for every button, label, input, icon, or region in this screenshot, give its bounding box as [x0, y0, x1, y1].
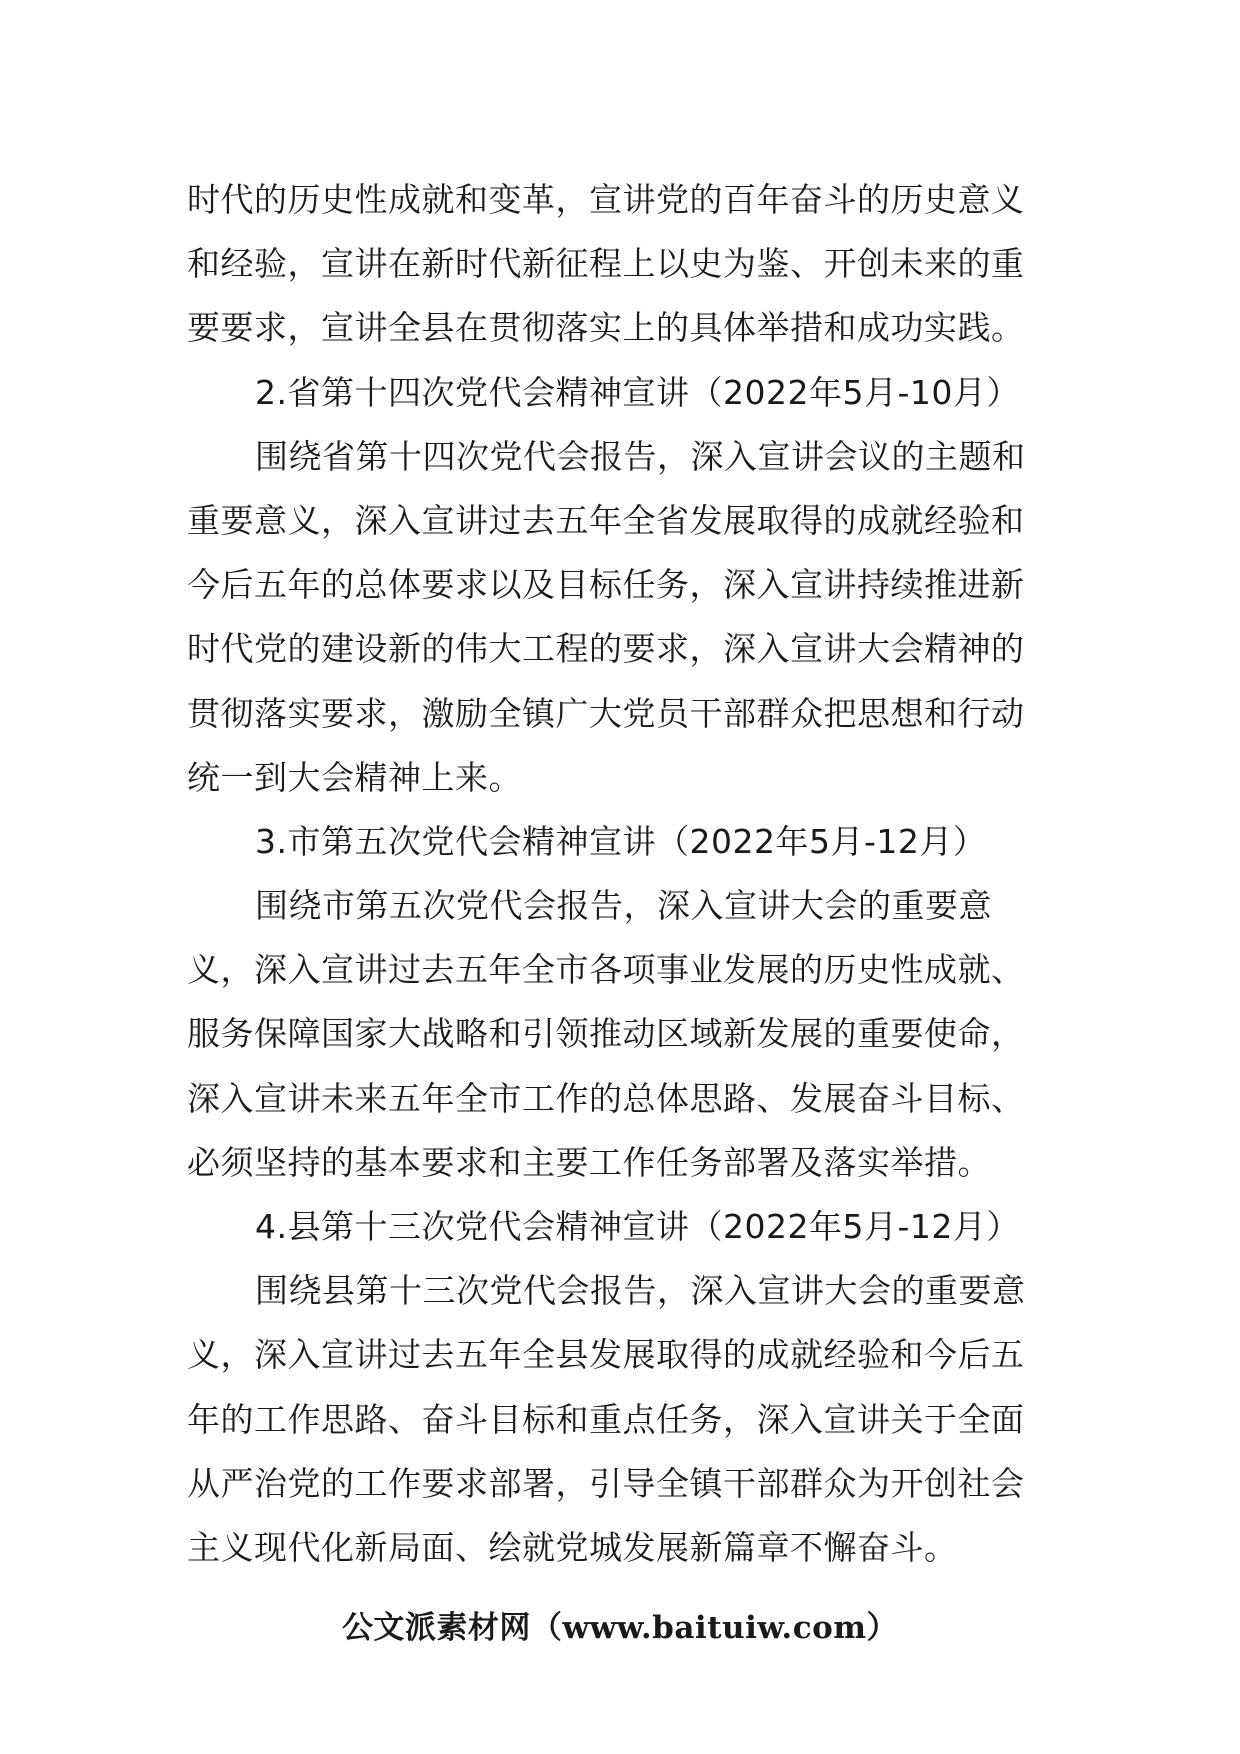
text-line: 义，深入宣讲过去五年全县发展取得的成就经验和今后五 [187, 1335, 1025, 1375]
text-line: 必须坚持的基本要求和主要工作任务部署及落实举措。 [187, 1142, 991, 1182]
document-body [187, 168, 1053, 1580]
text-line: 要要求，宣讲全县在贯彻落实上的具体举措和成功实践。 [187, 308, 1025, 348]
text-line: 时代党的建设新的伟大工程的要求，深入宣讲大会精神的 [187, 629, 1025, 669]
text-line: 义，深入宣讲过去五年全市各项事业发展的历史性成就、 [187, 950, 1025, 990]
paragraph-start-line: 围绕省第十四次党代会报告，深入宣讲会议的主题和 [255, 436, 1026, 476]
text-line: 贯彻落实要求，激励全镇广大党员干部群众把思想和行动 [187, 693, 1025, 733]
text-line: 统一到大会精神上来。 [187, 757, 522, 797]
paragraph-start-line: 围绕县第十三次党代会报告，深入宣讲大会的重要意 [255, 1271, 1026, 1311]
footer-watermark: 公文派素材网（www.baituiw.com） [341, 1610, 899, 1646]
paragraph-start-line: 4.县第十三次党代会精神宣讲（2022年5月-12月） [255, 1207, 1020, 1246]
paragraph-start-line: 2.省第十四次党代会精神宣讲（2022年5月-10月） [255, 372, 1020, 412]
text-line: 服务保障国家大战略和引领推动区域新发展的重要使命， [187, 1014, 1025, 1054]
paragraph-start-line: 3.市第五次党代会精神宣讲（2022年5月-12月） [255, 821, 987, 861]
text-line: 深入宣讲未来五年全市工作的总体思路、发展奋斗目标、 [187, 1078, 1025, 1118]
text-line: 和经验，宣讲在新时代新征程上以史为鉴、开创未来的重 [187, 244, 1025, 284]
text-line: 从严治党的工作要求部署，引导全镇干部群众为开创社会 [187, 1463, 1025, 1503]
paragraph-start-line: 围绕市第五次党代会报告，深入宣讲大会的重要意 [255, 886, 992, 926]
text-line: 重要意义，深入宣讲过去五年全省发展取得的成就经验和 [187, 500, 1025, 540]
text-line: 年的工作思路、奋斗目标和重点任务，深入宣讲关于全面 [187, 1399, 1025, 1439]
text-line: 今后五年的总体要求以及目标任务，深入宣讲持续推进新 [187, 565, 1025, 605]
text-line: 时代的历史性成就和变革，宣讲党的百年奋斗的历史意义 [187, 180, 1025, 219]
text-line: 主义现代化新局面、绘就党城发展新篇章不懈奋斗。 [187, 1527, 958, 1567]
